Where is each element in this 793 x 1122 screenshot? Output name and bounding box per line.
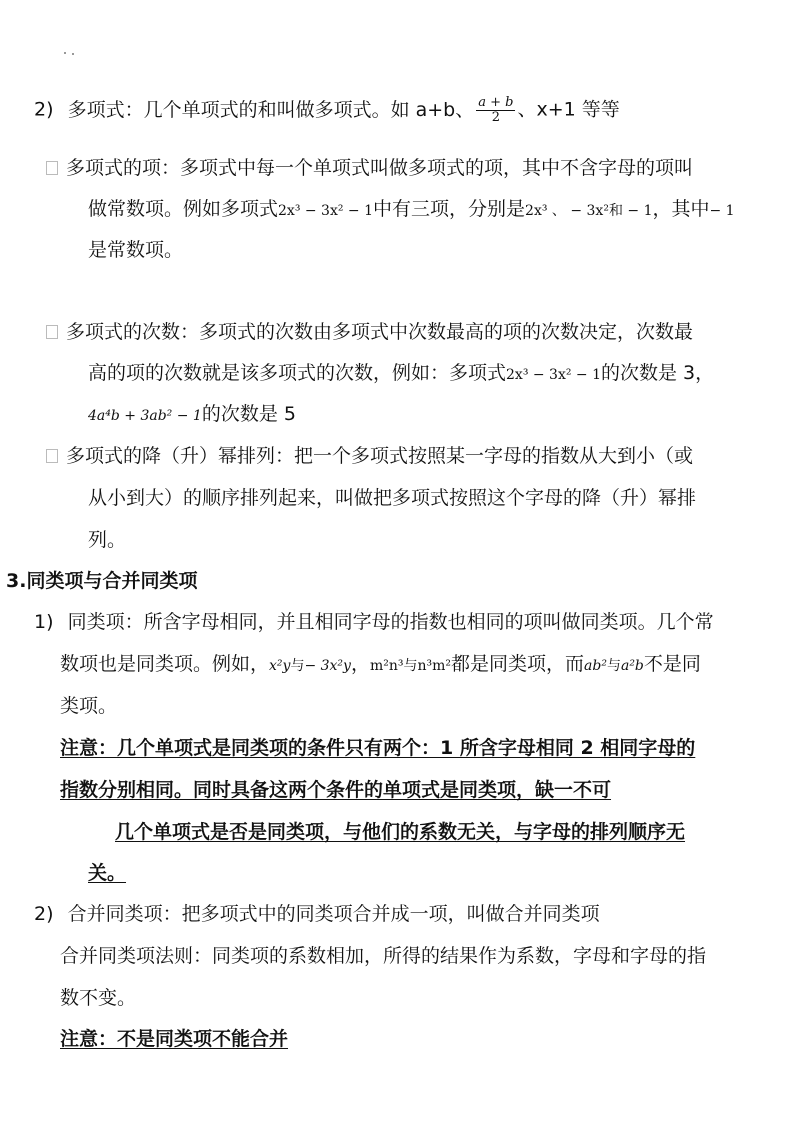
math-expression: 2x³ 、 − 3x²和 − 1 bbox=[525, 203, 653, 219]
math-expression: ab² bbox=[584, 658, 607, 674]
polynomial-ordering-line-2: 从小到大）的顺序排列起来，叫做把多项式按照这个字母的降（升）幂排 bbox=[88, 487, 697, 509]
merge-rule-line-2: 数不变。 bbox=[60, 987, 137, 1009]
polynomial-ordering-line-3: 列。 bbox=[88, 529, 127, 551]
math-expression: n³m² bbox=[417, 658, 452, 674]
bullet-icon bbox=[46, 449, 58, 463]
polynomial-definition bbox=[34, 96, 620, 124]
definition-text: 多项式：几个单项式的和叫做多项式。如 a+b、 bbox=[67, 98, 475, 121]
bullet-icon bbox=[46, 325, 58, 339]
polynomial-degree-line-3: 4a⁴b + 3ab² − 1的次数是 5 bbox=[88, 403, 296, 425]
math-expression: − 3x²y bbox=[304, 658, 351, 674]
note-like-terms-line-4: 关。 bbox=[88, 862, 127, 884]
scan-speck bbox=[72, 53, 74, 55]
merge-rule-line-1: 合并同类项法则：同类项的系数相加，所得的结果作为系数，字母和字母的指 bbox=[60, 945, 707, 967]
polynomial-degree-line-1: 多项式的次数：多项式的次数由多项式中次数最高的项的次数决定，次数最 bbox=[46, 322, 693, 343]
fraction-a-plus-b-over-2: $\frac{a + b}{2}$ bbox=[478, 95, 514, 125]
math-expression: 4a⁴b + 3ab² − 1 bbox=[88, 408, 202, 424]
like-terms-line-3: 类项。 bbox=[60, 695, 118, 717]
note-like-terms-line-3: 几个单项式是否是同类项，与他们的系数无关，与字母的排列顺序无 bbox=[115, 821, 686, 843]
math-expression: 2x³ − 3x² − 1 bbox=[506, 367, 602, 383]
item-number: 2) bbox=[34, 903, 54, 925]
polynomial-terms-line-2: 做常数项。例如多项式2x³ − 3x² − 1中有三项，分别是2x³ 、 − 3x²和 − 1，其中− 1 bbox=[88, 198, 735, 220]
note-cannot-merge: 注意：不是同类项不能合并 bbox=[60, 1028, 289, 1050]
scan-speck bbox=[64, 52, 66, 54]
polynomial-degree-line-2: 高的项的次数就是该多项式的次数，例如：多项式2x³ − 3x² − 1的次数是 3， bbox=[88, 362, 715, 384]
polynomial-ordering-line-1: 多项式的降（升）幂排列：把一个多项式按照某一字母的指数从大到小（或 bbox=[46, 446, 693, 467]
item-number: 1) bbox=[34, 611, 54, 633]
merge-like-terms-line-1: 2) 合并同类项：把多项式中的同类项合并成一项，叫做合并同类项 bbox=[34, 903, 600, 925]
note-like-terms-line-2: 指数分别相同。同时具备这两个条件的单项式是同类项，缺一不可 bbox=[60, 779, 612, 801]
math-expression: 2x³ − 3x² − 1 bbox=[278, 203, 374, 219]
polynomial-terms-line-1: 多项式的项：多项式中每一个单项式叫做多项式的项，其中不含字母的项叫 bbox=[46, 158, 693, 179]
item-number: 2) bbox=[34, 98, 54, 121]
math-expression: a²b bbox=[620, 658, 644, 674]
math-expression: − 1 bbox=[709, 203, 735, 219]
like-terms-line-2: 数项也是同类项。例如，x²y与− 3x²y，m²n³与n³m²都是同类项，而ab²与a²b不是同 bbox=[60, 653, 701, 675]
definition-tail: 、x+1 等等 bbox=[517, 98, 620, 121]
math-expression: x²y bbox=[269, 658, 291, 674]
note-like-terms-line-1: 注意：几个单项式是同类项的条件只有两个：1 所含字母相同 2 相同字母的 bbox=[60, 737, 696, 759]
polynomial-terms-line-3: 是常数项。 bbox=[88, 239, 184, 261]
like-terms-line-1: 1) 同类项：所含字母相同，并且相同字母的指数也相同的项叫做同类项。几个常 bbox=[34, 611, 714, 633]
section-heading: 3.同类项与合并同类项 bbox=[6, 570, 198, 592]
bullet-icon bbox=[46, 161, 58, 175]
math-expression: m²n³ bbox=[369, 658, 404, 674]
